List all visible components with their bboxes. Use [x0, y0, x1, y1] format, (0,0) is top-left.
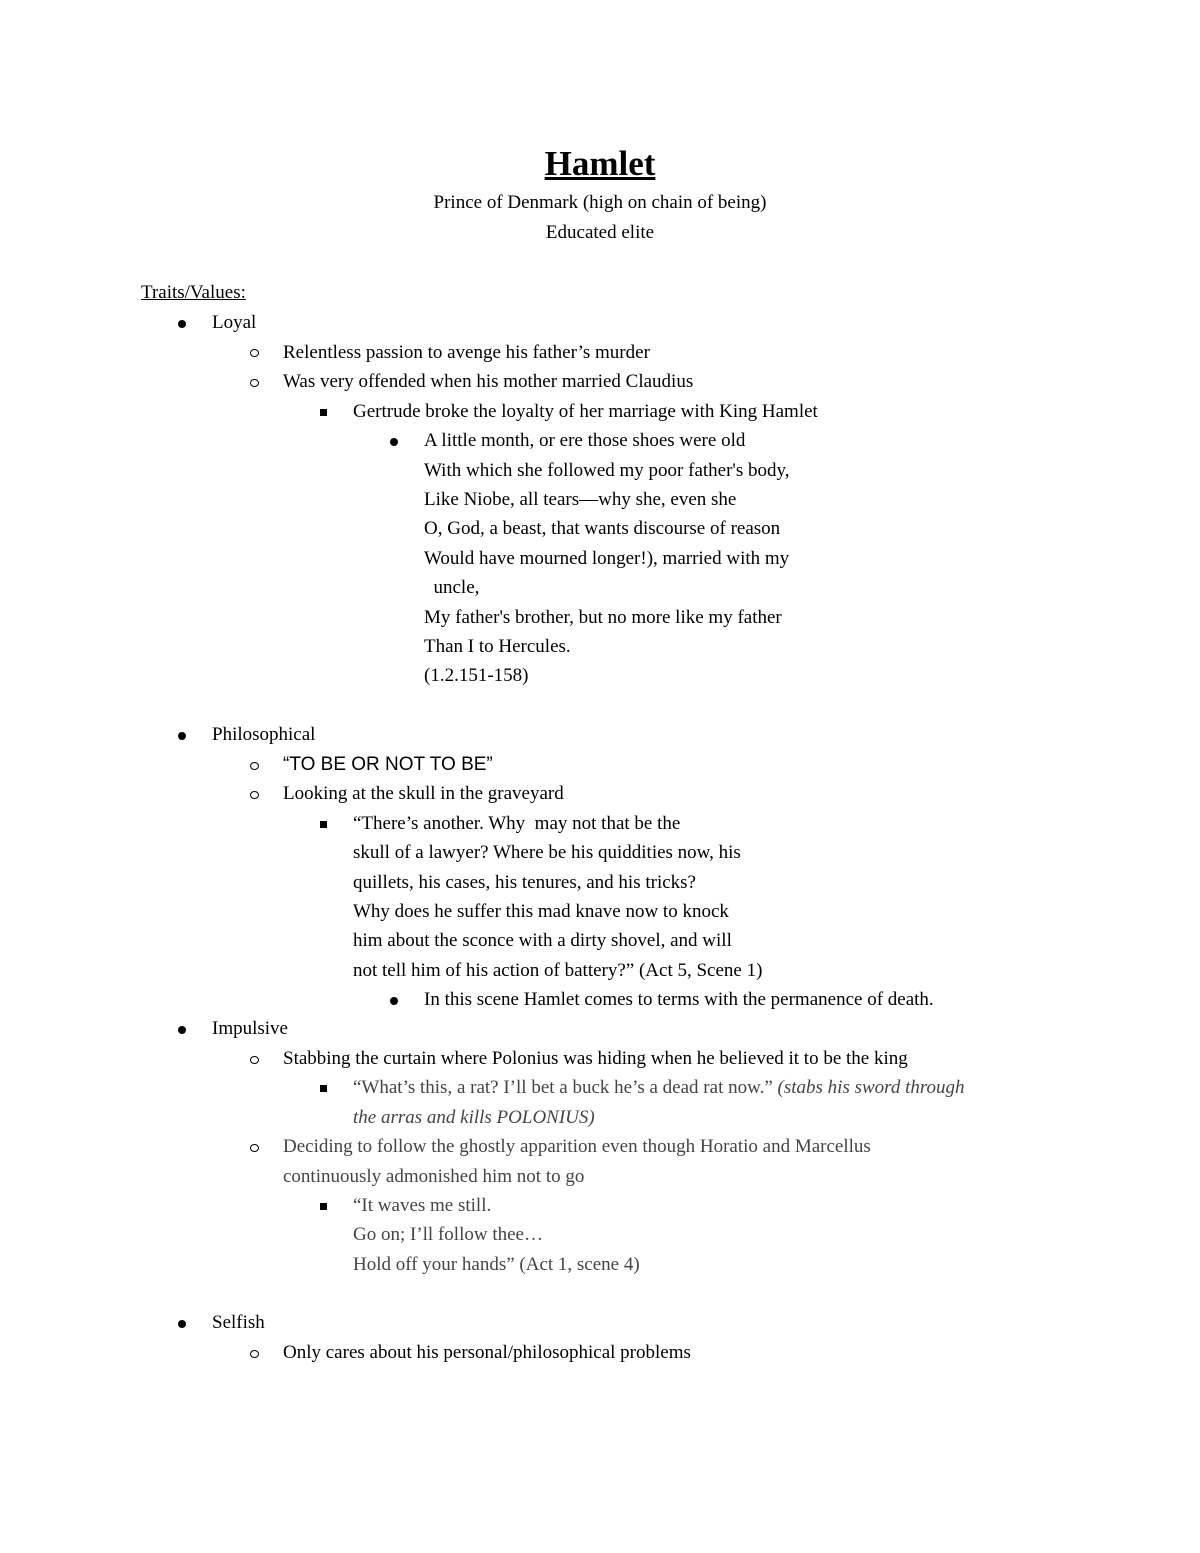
quote-line: not tell him of his action of battery?” (Act 5, Scene 1)	[353, 960, 763, 981]
bullet-square-icon	[320, 1085, 327, 1092]
page-title: Hamlet	[544, 144, 656, 183]
bullet-disc-icon	[390, 997, 398, 1005]
quote-line: Hold off your hands” (Act 1, scene 4)	[353, 1254, 640, 1275]
philosophical-point-1: “TO BE OR NOT TO BE”	[283, 754, 493, 775]
quote-line: Go on; I’ll follow thee…	[353, 1224, 543, 1245]
quote-line: Like Niobe, all tears—why she, even she	[424, 489, 737, 510]
impulsive-quote	[353, 1076, 965, 1100]
selfish-point-1: Only cares about his personal/philosophical problems	[283, 1342, 691, 1363]
rat-quote: “What’s this, a rat? I’ll bet a buck he’s a dead rat now.”	[353, 1077, 773, 1098]
quote-line: Than I to Hercules.	[424, 636, 571, 657]
trait-selfish: Selfish	[212, 1312, 265, 1333]
loyal-subpoint: Gertrude broke the loyalty of her marriage with King Hamlet	[353, 401, 818, 422]
subtitle-educated: Educated elite	[545, 222, 655, 243]
bullet-circle-icon	[250, 1144, 259, 1152]
bullet-disc-icon	[178, 1320, 186, 1328]
loyal-point-1: Relentless passion to avenge his father’s murder	[283, 342, 650, 363]
quote-line: “There’s another. Why may not that be the	[353, 813, 681, 834]
bullet-circle-icon	[250, 1350, 259, 1358]
trait-impulsive: Impulsive	[212, 1018, 288, 1039]
bullet-square-icon	[320, 409, 327, 416]
bullet-disc-icon	[178, 1026, 186, 1034]
stage-direction: the arras and kills POLONIUS)	[353, 1107, 595, 1128]
quote-line: him about the sconce with a dirty shovel, and will	[353, 930, 732, 951]
bullet-disc-icon	[178, 320, 186, 328]
philosophical-note: In this scene Hamlet comes to terms with the permanence of death.	[424, 989, 934, 1010]
impulsive-point-1: Stabbing the curtain where Polonius was hiding when he believed it to be the king	[283, 1048, 908, 1069]
quote-line: A little month, or ere those shoes were old	[424, 430, 746, 451]
philosophical-point-2: Looking at the skull in the graveyard	[283, 783, 564, 804]
quote-line: Why does he suffer this mad knave now to knock	[353, 901, 729, 922]
quote-line: uncle,	[424, 577, 480, 598]
quote-line: With which she followed my poor father's body,	[424, 460, 790, 481]
bullet-disc-icon	[178, 732, 186, 740]
loyal-point-2: Was very offended when his mother married Claudius	[283, 371, 694, 392]
quote-line: skull of a lawyer? Where be his quiddities now, his	[353, 842, 741, 863]
trait-loyal: Loyal	[212, 312, 257, 333]
quote-line: Would have mourned longer!), married with my	[424, 548, 790, 569]
quote-line: quillets, his cases, his tenures, and his tricks?	[353, 872, 696, 893]
stage-direction: (stabs his sword through	[777, 1077, 965, 1098]
bullet-disc-icon	[390, 438, 398, 446]
impulsive-point-2-cont: continuously admonished him not to go	[283, 1166, 585, 1187]
bullet-circle-icon	[250, 762, 259, 770]
traits-heading: Traits/Values:	[141, 282, 246, 303]
bullet-square-icon	[320, 1203, 327, 1210]
quote-citation: (1.2.151-158)	[424, 665, 529, 686]
bullet-circle-icon	[250, 349, 259, 357]
bullet-square-icon	[320, 821, 327, 828]
subtitle-prince: Prince of Denmark (high on chain of being)	[433, 192, 767, 213]
quote-line: My father's brother, but no more like my father	[424, 607, 782, 628]
bullet-circle-icon	[250, 1056, 259, 1064]
impulsive-point-2: Deciding to follow the ghostly apparition even though Horatio and Marcellus	[283, 1136, 871, 1157]
bullet-circle-icon	[250, 791, 259, 799]
quote-line: O, God, a beast, that wants discourse of reason	[424, 518, 781, 539]
quote-line: “It waves me still.	[353, 1195, 492, 1216]
trait-philosophical: Philosophical	[212, 724, 316, 745]
bullet-circle-icon	[250, 379, 259, 387]
